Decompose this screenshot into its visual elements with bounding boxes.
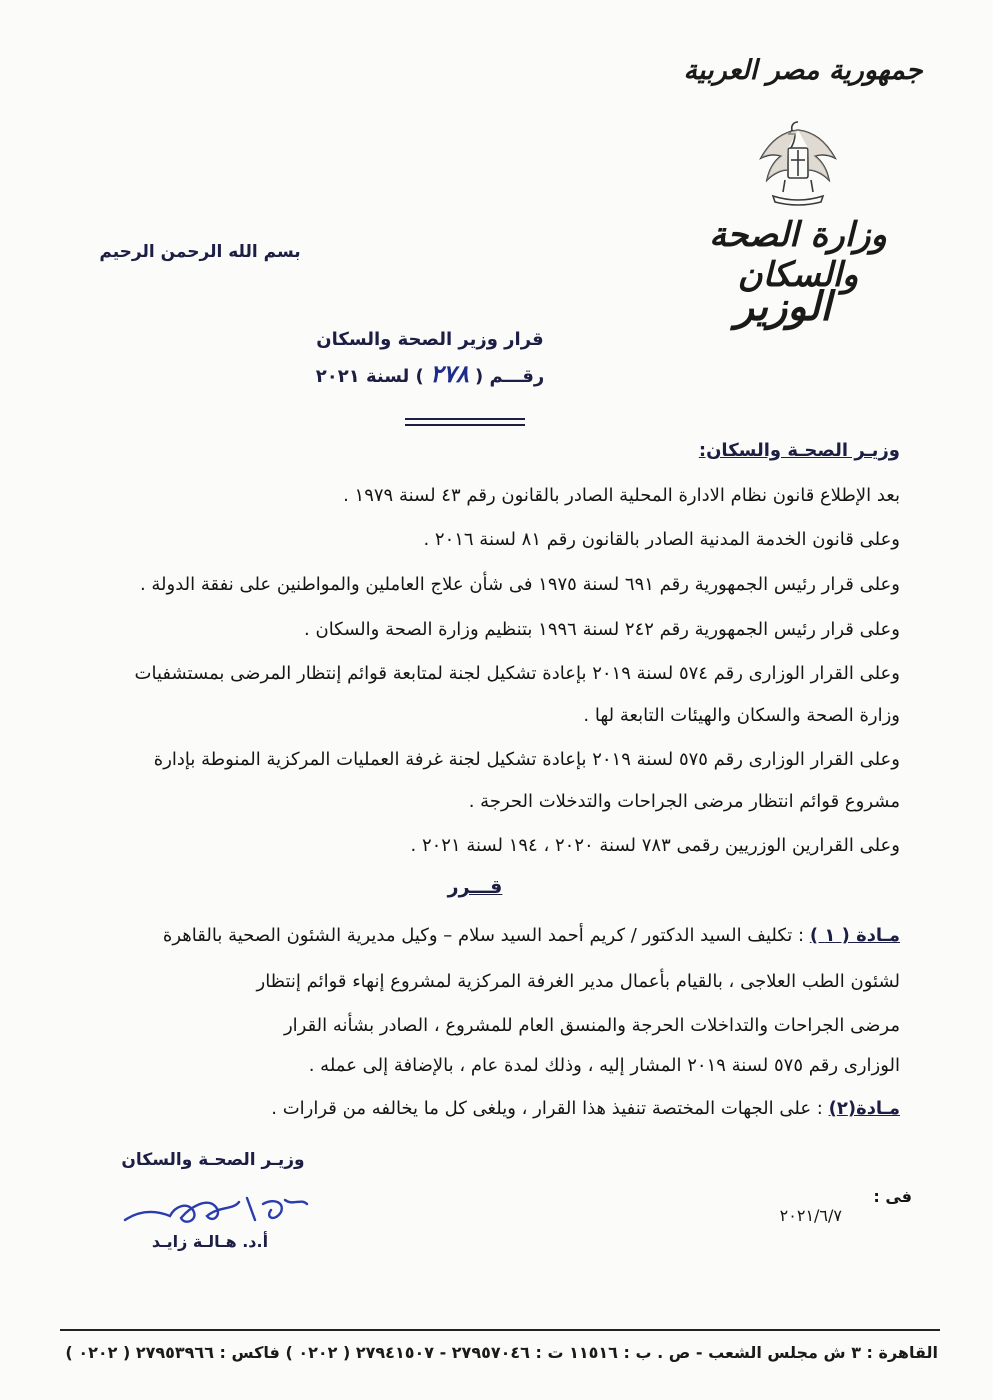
article-2-text: : على الجهات المختصة تنفيذ هذا القرار ، ويلغى كل ما يخالفه من قرارات . [271,1098,823,1119]
preamble-line: وعلى القرار الوزارى رقم ٥٧٤ لسنة ٢٠١٩ بإعادة تشكيل لجنة لمتابعة قوائم إنتظار المرضى بمستشفيات [134,663,900,684]
decree-number: ٢٧٨ [430,359,469,388]
decree-title-line: قرار وزير الصحة والسكان [316,329,544,350]
preamble-line: بعد الإطلاع قانون نظام الادارة المحلية الصادر بالقانون رقم ٤٣ لسنة ١٩٧٩ . [343,485,900,506]
decree-title [300,323,560,391]
preamble-line: وعلى قانون الخدمة المدنية الصادر بالقانون رقم ٨١ لسنة ٢٠١٦ . [423,529,900,550]
footer-address: القاهرة : ٣ ش مجلس الشعب - ص . ب : ١١٥١٦ ت : ٢٧٩٥٧٠٤٦ - ٢٧٩٤١٥٠٧ ( ٠٢٠٢ ) فاكس : ٢٧٩٥٣٩٦٦ ( ٠٢٠٢ ) [65,1343,938,1362]
article-1-line [163,926,900,946]
preamble-line: وعلى قرار رئيس الجمهورية رقم ٢٤٢ لسنة ١٩٩٦ بتنظيم وزارة الصحة والسكان . [304,619,900,640]
preamble-line: وعلى قرار رئيس الجمهورية رقم ٦٩١ لسنة ١٩٧٥ فى شأن علاج العاملين والمواطنين على نفقة الدولة . [139,574,900,595]
signature-title: وزيـر الصحـة والسكان [121,1150,305,1170]
article-line: مرضى الجراحات والتداخلات الحرجة والمنسق العام للمشروع ، الصادر بشأنه القرار [283,1015,900,1036]
letterhead-country: جمهورية مصر العربية [683,55,923,86]
decree-number-prefix: رقـــم ( [475,366,545,387]
preamble-line: مشروع قوائم انتظار مرضى الجراحات والتدخلات الحرجة . [468,791,900,812]
article-1-text: : تكليف السيد الدكتور / كريم أحمد السيد سلام – وكيل مديرية الشئون الصحية بالقاهرة [162,925,805,946]
title-divider [405,418,525,420]
preamble-line: وزارة الصحة والسكان والهيئات التابعة لها . [583,705,900,726]
decree-date [752,1187,912,1225]
article-1-label: مـادة ( ١ ) [809,925,900,946]
article-line: لشئون الطب العلاجى ، بالقيام بأعمال مدير الغرفة المركزية لمشروع إنهاء قوائم إنتظار [256,971,900,992]
date-value: ٢٠٢١/٦/٧ [779,1206,842,1225]
preamble-line: وعلى القرارين الوزريين رقمى ٧٨٣ لسنة ٢٠٢٠ ، ١٩٤ لسنة ٢٠٢١ . [410,835,900,856]
decree-number-line [300,357,560,391]
handwritten-signature [115,1180,315,1240]
preamble-heading: وزيـر الصحـة والسكان: [698,440,900,461]
decision-word: قـــرر [447,876,503,898]
decree-number-suffix: ) لسنة ٢٠٢١ [315,366,424,387]
preamble-line: وعلى القرار الوزارى رقم ٥٧٥ لسنة ٢٠١٩ بإعادة تشكيل لجنة غرفة العمليات المركزية المنوطة بإدارة [153,749,900,770]
signature-name: أ.د. هـالـة زايـد [151,1232,269,1251]
article-2-line [271,1099,900,1119]
title-divider [405,424,525,426]
letterhead-ministry: وزارة الصحة والسكان [709,215,887,295]
date-label: فى : [873,1187,912,1206]
basmala: بسم الله الرحمن الرحيم [99,242,301,262]
eagle-emblem-icon [743,110,853,210]
article-2-label: مـادة(٢) [828,1098,900,1119]
letterhead-minister: الوزير [734,283,832,330]
footer-divider [60,1329,940,1331]
article-line: الوزارى رقم ٥٧٥ لسنة ٢٠١٩ المشار إليه ، وذلك لمدة عام ، بالإضافة إلى عمله . [308,1055,900,1076]
